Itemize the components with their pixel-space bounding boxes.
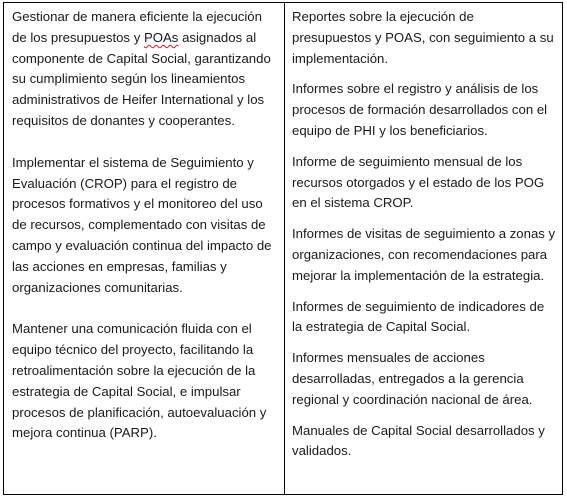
objective-paragraph-communication: Mantener una comunicación fluida con el equipo técnico del proyecto, facilitando la retroalimentación sobre la ejecución de la estrategia de Capital Social, e impulsar procesos de planificación, autoevaluación y mejora continua (PARP). (12, 321, 267, 441)
deliverable-item: Informe de seguimiento mensual de los recursos otorgados y el estado de los POG en el sistema CROP. (292, 153, 545, 211)
deliverable-item: Reportes sobre la ejecución de presupuestos y POAS, con seguimiento a su implementación. (292, 9, 554, 66)
document-table (3, 2, 563, 495)
objective-paragraph-crop: Implementar el sistema de Seguimiento y Evaluación (CROP) para el registro de procesos formativos y el monitoreo del uso de recursos, complementado con visitas de campo y evaluación continua del impacto de las acciones en empresas, familias y organizaciones comunitarias. (12, 154, 272, 295)
deliverable-item: Informes sobre el registro y análisis de los procesos de formación desarrollados con el equipo de PHI y los beneficiarios. (292, 81, 548, 138)
objective-text-end: asignados al componente de Capital Social, garantizando su cumplimiento según los lineamientos administrativos de Heifer International y los requisitos de donantes y cooperantes. (12, 29, 271, 128)
deliverable-item: Manuales de Capital Social desarrollados y validados. (292, 422, 545, 459)
spellcheck-flagged-word: POAs (143, 29, 179, 45)
objective-paragraph-budget (12, 7, 280, 132)
deliverable-item: Informes mensuales de acciones desarrolladas, entregados a la gerencia regional y coordinación nacional de área. (292, 350, 533, 407)
objectives-column (4, 3, 285, 494)
deliverable-item: Informes de visitas de seguimiento a zonas y organizaciones, con recomendaciones para mejorar la implementación de la estrategia. (292, 226, 556, 283)
deliverables-column (285, 3, 562, 494)
objective-text-start: Gestionar de manera eficiente la ejecución de los presupuestos y (12, 9, 262, 45)
deliverable-item: Informes de seguimiento de indicadores de la estrategia de Capital Social. (292, 298, 545, 335)
